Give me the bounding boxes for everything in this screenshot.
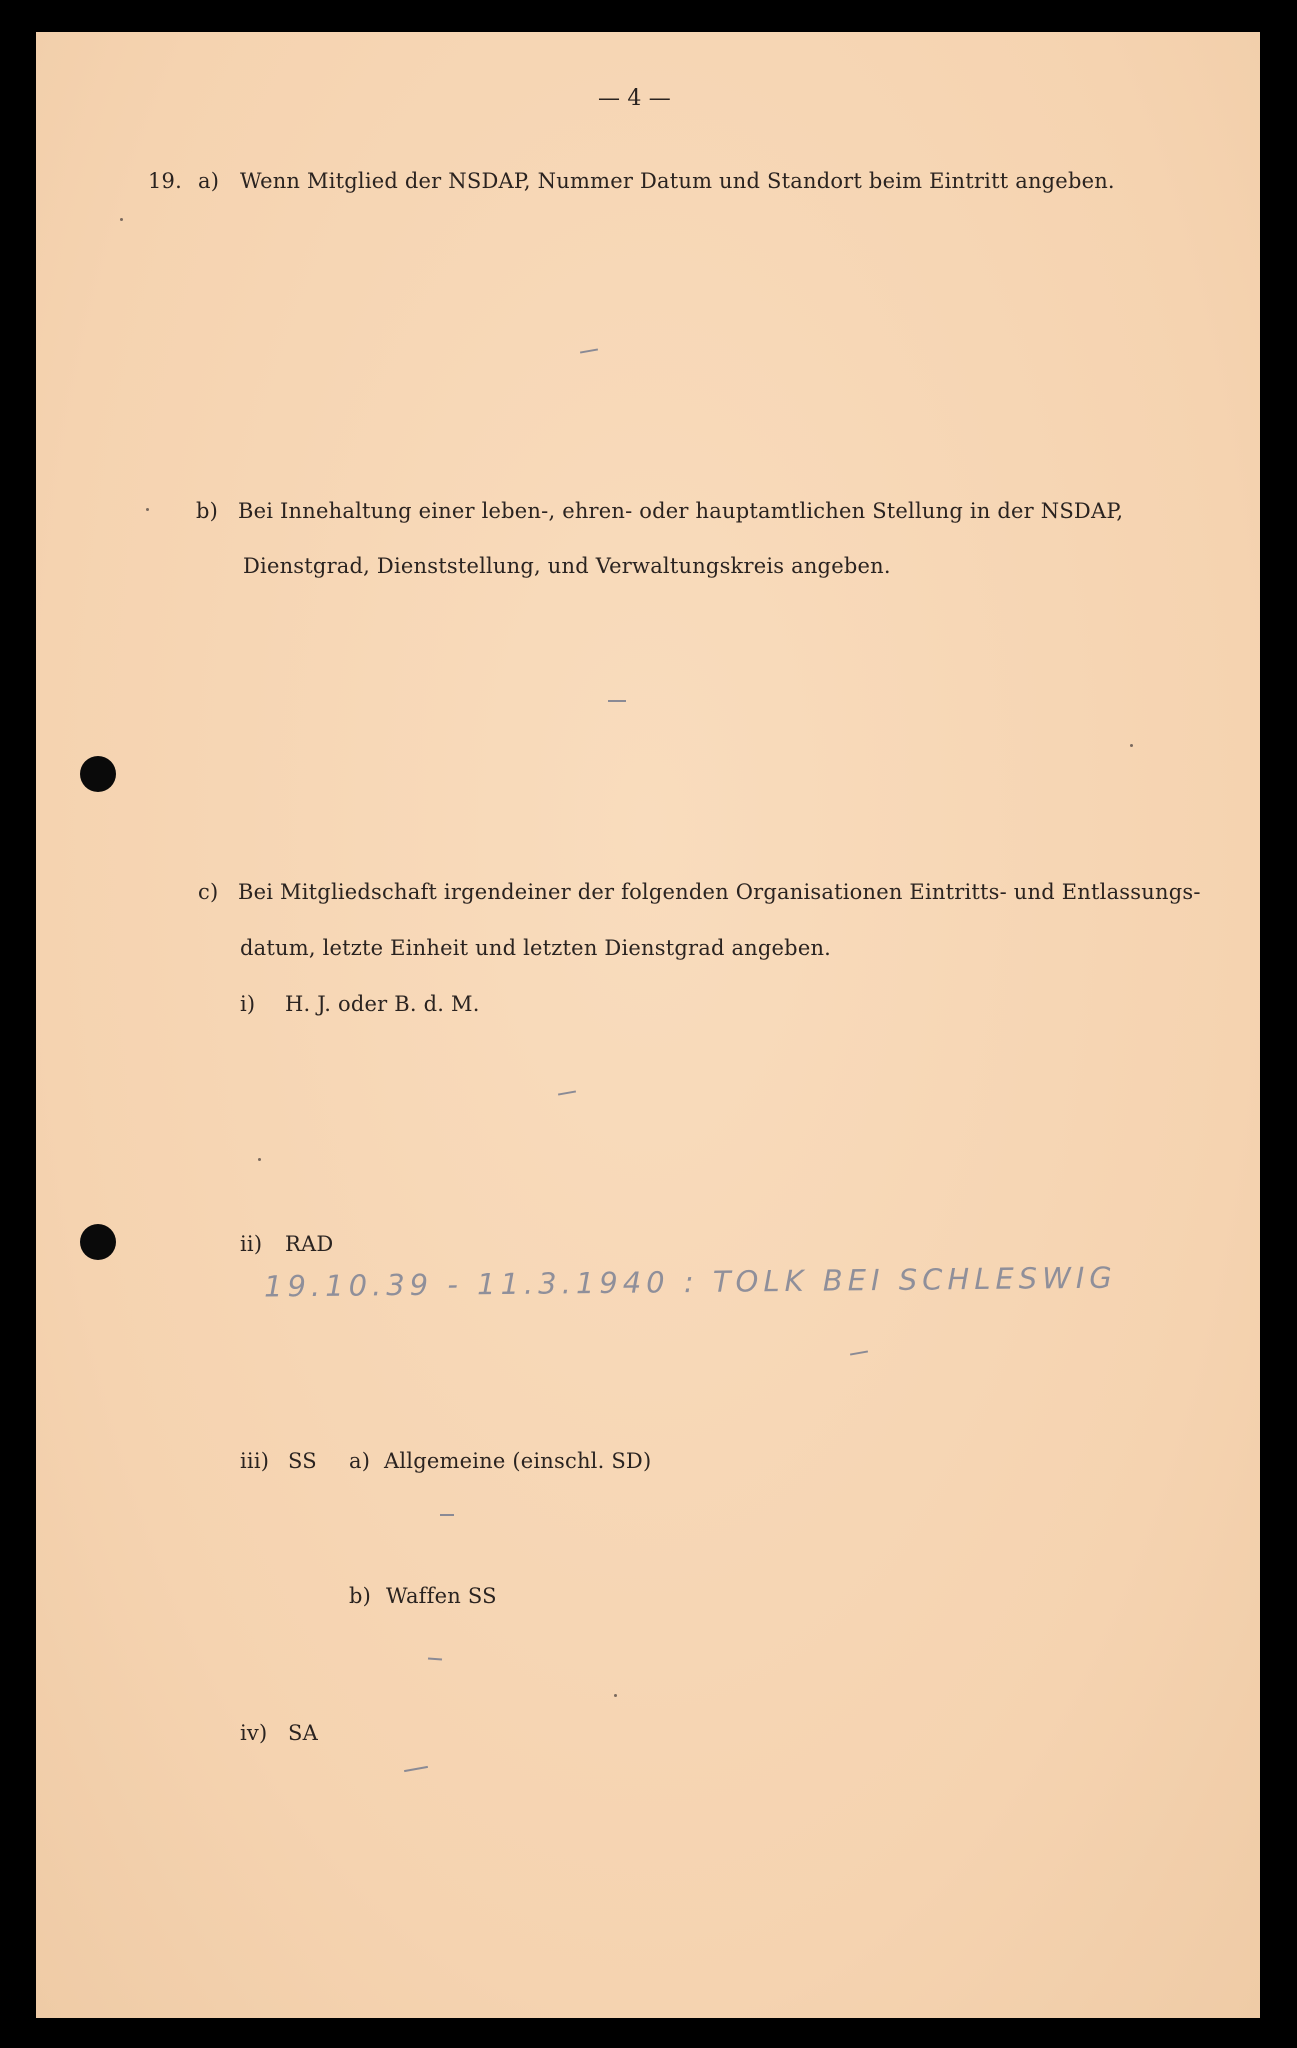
handwritten-rad-answer: 19.10.39 - 11.3.1940 : TOLK BEI SCHLESWIG (263, 1260, 1117, 1304)
item-i-marker: i) (240, 992, 256, 1016)
item-iii-b-label: Waffen SS (386, 1584, 497, 1608)
item-iv-label: SA (288, 1721, 318, 1745)
blank-answer-dash (404, 1766, 428, 1772)
item-iii-label: SS (288, 1449, 317, 1473)
item-i-label: H. J. oder B. d. M. (285, 992, 480, 1016)
item-iii-a-label: Allgemeine (einschl. SD) (384, 1449, 652, 1473)
punch-hole-lower (80, 1224, 116, 1260)
question-b-marker: b) (196, 499, 219, 523)
paper-speck (258, 1158, 261, 1161)
question-c-line2: datum, letzte Einheit und letzten Dienstgrad angeben. (240, 936, 832, 960)
question-a-marker: a) (198, 169, 220, 193)
question-b-line1: Bei Innehaltung einer leben-, ehren- oder hauptamtlichen Stellung in der NSDAP, (238, 499, 1124, 523)
question-c-line1: Bei Mitgliedschaft irgendeiner der folgenden Organisationen Eintritts- und Entlassungs- (238, 880, 1201, 904)
blank-answer-dash (608, 700, 626, 702)
question-b-line2: Dienstgrad, Dienststellung, und Verwaltungskreis angeben. (243, 554, 891, 578)
question-c-marker: c) (198, 880, 219, 904)
form-page (36, 32, 1260, 2018)
paper-speck (614, 1694, 617, 1697)
item-ii-marker: ii) (240, 1232, 263, 1256)
question-number: 19. (148, 169, 182, 193)
item-iv-marker: iv) (240, 1721, 268, 1745)
item-ii-label: RAD (285, 1232, 334, 1256)
paper-speck (1130, 744, 1133, 747)
item-iii-a-marker: a) (349, 1449, 371, 1473)
item-iii-marker: iii) (240, 1449, 270, 1473)
blank-answer-dash (850, 1350, 868, 1355)
punch-hole-upper (80, 756, 116, 792)
blank-answer-dash (440, 1514, 454, 1516)
blank-answer-dash (558, 1090, 576, 1095)
item-iii-b-marker: b) (349, 1584, 372, 1608)
blank-answer-dash (580, 348, 598, 353)
paper-speck (120, 218, 123, 221)
question-a-text: Wenn Mitglied der NSDAP, Nummer Datum und Standort beim Eintritt angeben. (240, 169, 1115, 193)
page-number: — 4 — (598, 86, 671, 111)
paper-speck (146, 508, 149, 511)
blank-answer-dash (428, 1658, 442, 1661)
